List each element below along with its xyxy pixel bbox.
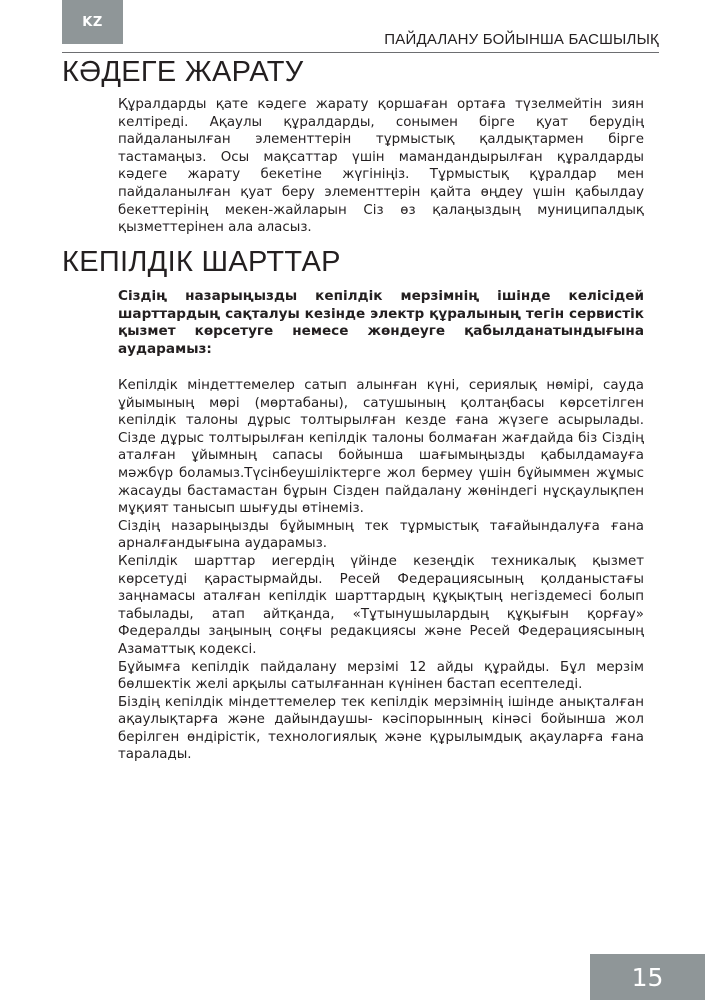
header-divider	[62, 52, 659, 53]
page-number: 15	[590, 954, 705, 1000]
disposal-heading: КӘДЕГЕ ЖАРАТУ	[62, 56, 304, 88]
warranty-paragraph-legal: Кепілдік шарттар иегердің үйінде кезеңдік техникалық қызмет көрсетуді қарастырмайды. Ресей Федерациясының қолданыстағы заңнамасы аталған кепілдік шарттардың құқықтың негіздемесі болып табылады, атап айтқанда, «Тұтынушылардың құқығын қорғау» Федералды заңының соңғы редакциясы және Ресей Федерациясының Азаматтық кодексі.	[118, 553, 644, 657]
warranty-paragraph-household: Сіздің назарыңызды бұйымның тек тұрмыстық тағайындалуға ғана арналғандығына аударамыз.	[118, 518, 644, 552]
warranty-paragraph-scope: Біздің кепілдік міндеттемелер тек кепілдік мерзімнің ішінде анықталған ақаулықтарға және дайындаушы- кәсіпорынның кінәсі бойынша жол берілген өндірістік, технологиялық және құрылымдық ақауларға ғана таралады.	[118, 694, 644, 763]
warranty-paragraph-card: Кепілдік міндеттемелер сатып алынған күні, сериялық нөмірі, сауда ұйымының мөрі (мөртабаны), сатушының қолтаңбасы көрсетілген кепілдік талоны дұрыс толтырылған кезде ғана жүзеге асырылады. Сізде дұрыс толтырылған кепілдік талоны болмаған жағдайда біз Сіздің аталған ұйымның сапасы бойынша шағымыңызды қабылдамауға мәжбүр боламыз.Түсінбеушіліктерге жол бермеу үшін бұйыммен жұмыс жасауды бастамастан бұрын Сізден пайдалану жөніндегі нұсқаулықпен мұқият танысып шығуды өтінеміз.	[118, 378, 644, 517]
warranty-paragraph-period: Бұйымға кепілдік пайдалану мерзімі 12 айды құрайды. Бұл мерзім бөлшектік желі арқылы сатылғаннан күнінен бастап есептеледі.	[118, 659, 644, 693]
warranty-lead-paragraph: Сіздің назарыңызды кепілдік мерзімнің ішінде келісідей шарттардың сақталуы кезінде электр құралының тегін сервистік қызмет көрсетуге немесе жөндеуге қабылданатындығына аударамыз:	[118, 288, 644, 357]
language-tab: KZ	[62, 0, 123, 44]
warranty-body	[118, 377, 644, 764]
warranty-heading: КЕПІЛДІК ШАРТТАР	[62, 246, 341, 278]
running-header-title: ПАЙДАЛАНУ БОЙЫНША БАСШЫЛЫҚ	[384, 31, 659, 48]
disposal-paragraph: Құралдарды қате кәдеге жарату қоршаған ортаға түзелмейтін зиян келтіреді. Ақаулы құралдарды, сонымен бірге қуат берудің пайдаланылған элементтерін тұрмыстық қалдықтармен бірге тастамаңыз. Осы мақсаттар үшін мамандандырылған құралдарды кәдеге жарату бекетіне жүгініңіз. Тұрмыстық құралдар мен пайдаланылған қуат беру элементтерін қайта өңдеу үшін қабылдау бекеттерінің мекен-жайларын Сіз өз қалаңыздың муниципалдық қызметтерінен ала аласыз.	[118, 97, 644, 236]
